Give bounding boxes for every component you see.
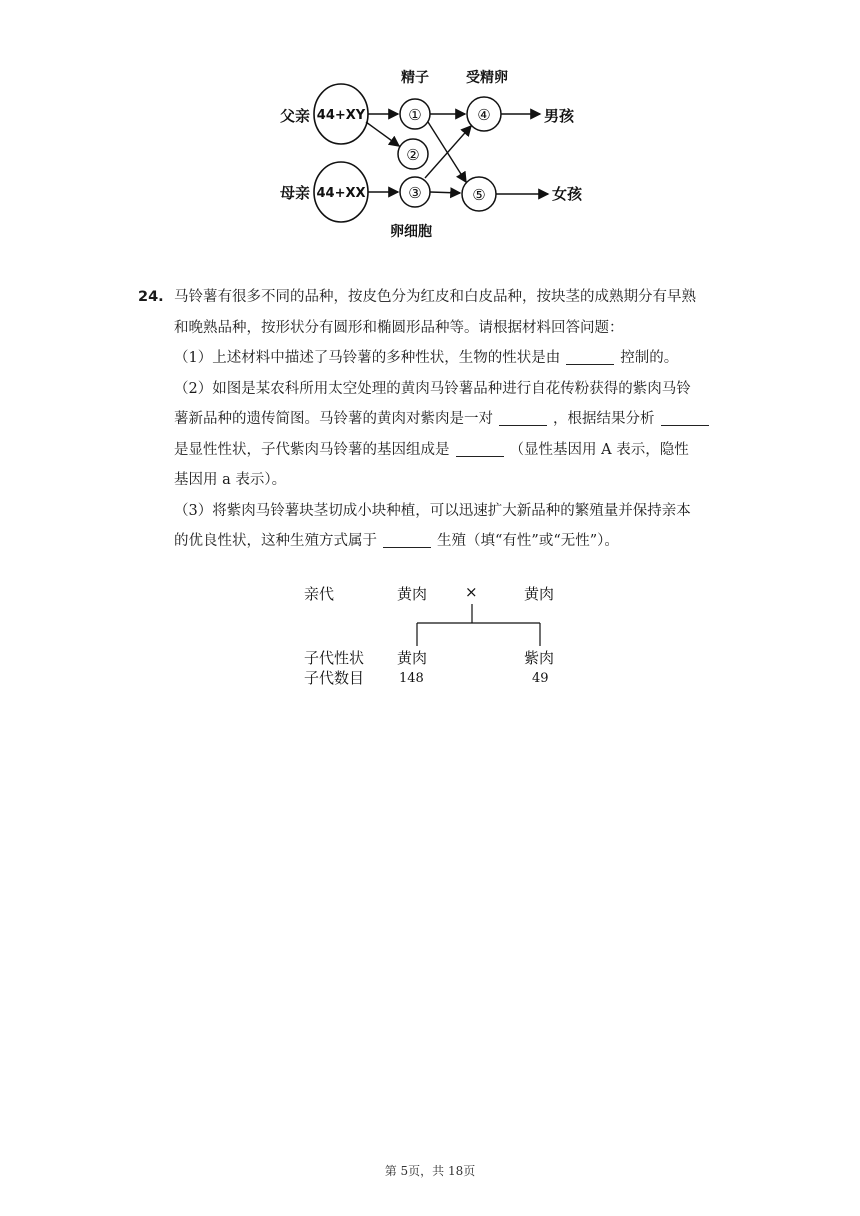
diagram-arrows [366,114,548,194]
answer-blank-2[interactable] [499,407,547,426]
q1-text-b: 控制的。 [620,350,679,366]
offspring-trait-label: 子代性状 [304,649,365,667]
answer-blank-1[interactable] [566,346,614,365]
question-number: 24. [138,289,164,305]
node-4: ④ [477,106,491,124]
offspring-count-label: 子代数目 [304,669,365,687]
question-24 [138,282,728,557]
node-1: ① [408,106,422,124]
sperm-label: 精子 [401,70,429,86]
node-3: ③ [408,184,422,202]
zygote-label: 受精卵 [466,70,508,86]
potato-cross-diagram [300,580,580,692]
answer-blank-3[interactable] [661,407,709,426]
q2-text-1: （2）如图是某农科所用太空处理的黄肉马铃薯品种进行自花传粉获得的紫肉马铃 [174,380,691,397]
intro-text-1: 马铃薯有很多不同的品种，按皮色分为红皮和白皮品种，按块茎的成熟期分有早熟 [174,289,696,305]
boy-label: 男孩 [544,107,575,125]
girl-label: 女孩 [552,185,583,203]
egg-label: 卵细胞 [390,224,432,240]
q2-text-3b: （显性基因用 A 表示，隐性 [509,441,689,458]
question-intro-line-2 [138,313,728,344]
sub-question-2-line-2 [138,404,728,435]
intro-text-2: 和晚熟品种，按形状分有圆形和椭圆形品种等。请根据材料回答问题： [174,319,624,336]
q3-text-1: （3）将紫肉马铃薯块茎切成小块种植，可以迅速扩大新品种的繁殖量并保持亲本 [174,502,691,519]
father-genotype: 44+XY [316,108,366,123]
sub-question-1 [138,343,728,374]
answer-blank-4[interactable] [456,438,504,457]
father-label: 父亲 [280,107,311,125]
offspring-2-count: 49 [532,671,549,686]
cross-symbol: × [465,583,478,601]
parent-generation-label: 亲代 [304,585,335,603]
parent-2-trait: 黄肉 [524,585,555,603]
q2-text-2b: ，根据结果分析 [553,411,655,427]
page-footer: 第 5页，共 18页 [384,1164,476,1178]
sub-question-3-line-2 [138,526,728,557]
q2-text-3a: 是显性性状，子代紫肉马铃薯的基因组成是 [174,441,450,458]
node-5: ⑤ [472,186,486,204]
question-intro-line-1 [138,282,728,313]
q2-text-2a: 薯新品种的遗传简图。马铃薯的黄肉对紫肉是一对 [174,411,493,427]
sub-question-3-line-1 [138,496,728,527]
offspring-1-trait: 黄肉 [397,649,428,667]
mother-label: 母亲 [280,184,311,202]
q2-text-4: 基因用 a 表示）。 [174,472,287,488]
parent-1-trait: 黄肉 [397,585,428,603]
sex-determination-diagram [270,58,590,248]
sub-question-2-line-4 [138,465,728,496]
mother-genotype: 44+XX [316,186,366,201]
q3-text-2b: 生殖（填“有性”或“无性”）。 [437,533,619,549]
node-2: ② [406,146,420,164]
sub-question-2-line-3 [138,435,728,466]
offspring-2-trait: 紫肉 [524,649,555,667]
q3-text-2a: 的优良性状，这种生殖方式属于 [174,533,377,549]
q1-text-a: （1）上述材料中描述了马铃薯的多种性状，生物的性状是由 [174,350,561,366]
sub-question-2-line-1 [138,374,728,405]
answer-blank-5[interactable] [383,529,431,548]
offspring-1-count: 148 [399,671,424,686]
